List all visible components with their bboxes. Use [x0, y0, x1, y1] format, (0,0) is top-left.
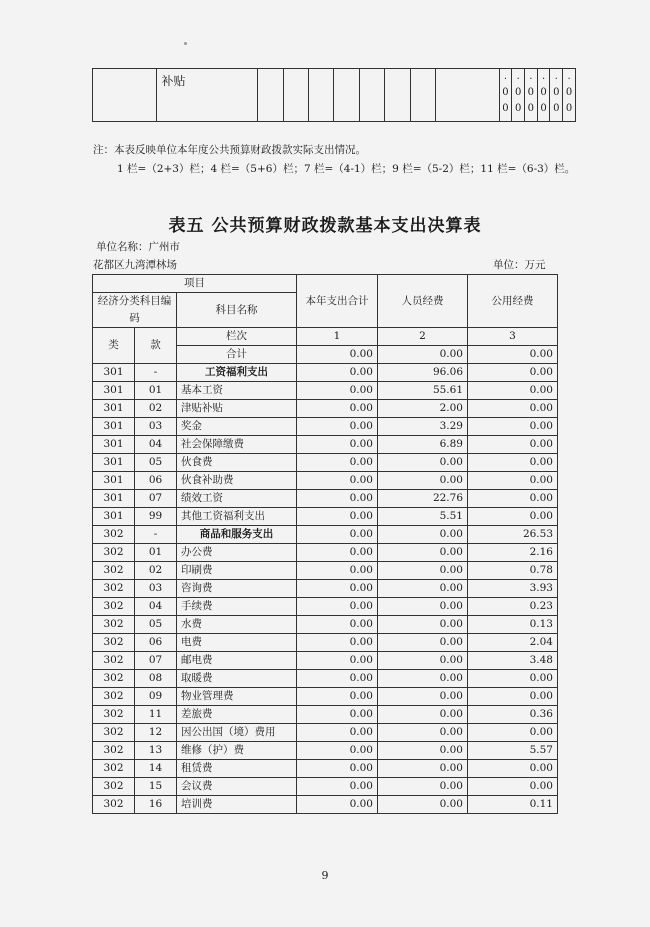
total-value: 0.00 [297, 598, 378, 616]
zero-cell: . 0 0 [563, 69, 576, 122]
public-value: 0.00 [468, 670, 558, 688]
personnel-value: 0.00 [378, 670, 468, 688]
table-row [93, 562, 558, 580]
public-value: 2.04 [468, 634, 558, 652]
category-code: 301 [93, 364, 135, 382]
category-code: 302 [93, 796, 135, 814]
category-code: 301 [93, 418, 135, 436]
section-code: 09 [135, 688, 177, 706]
header-public: 公用经费 [468, 275, 558, 328]
public-value: 0.00 [468, 778, 558, 796]
header-column-no: 栏次 [177, 328, 297, 346]
category-code: 302 [93, 562, 135, 580]
total-value: 0.00 [297, 616, 378, 634]
category-code: 301 [93, 490, 135, 508]
personnel-value: 3.29 [378, 418, 468, 436]
table-row [93, 508, 558, 526]
public-value: 0.00 [468, 760, 558, 778]
table-row [93, 796, 558, 814]
total-value: 0.00 [297, 670, 378, 688]
section-code: - [135, 364, 177, 382]
personnel-value: 0.00 [378, 598, 468, 616]
section-code: 01 [135, 544, 177, 562]
section-code: 05 [135, 454, 177, 472]
personnel-value: 0.00 [378, 652, 468, 670]
section-code: 04 [135, 598, 177, 616]
public-value: 5.57 [468, 742, 558, 760]
table-row [93, 454, 558, 472]
public-value: 0.36 [468, 706, 558, 724]
category-code: 302 [93, 616, 135, 634]
category-code: 301 [93, 382, 135, 400]
subject-name: 伙食费 [177, 454, 297, 472]
total-value: 0.00 [297, 472, 378, 490]
table-row [93, 778, 558, 796]
category-code: 301 [93, 472, 135, 490]
table-row [93, 742, 558, 760]
category-code: 302 [93, 688, 135, 706]
total-value: 0.00 [297, 418, 378, 436]
category-code: 301 [93, 436, 135, 454]
table-row [93, 580, 558, 598]
category-code: 302 [93, 652, 135, 670]
table-row [93, 382, 558, 400]
subject-name: 会议费 [177, 778, 297, 796]
table-title: 表五 公共预算财政拨款基本支出决算表 [168, 216, 482, 236]
category-code: 301 [93, 454, 135, 472]
public-value: 0.00 [468, 364, 558, 382]
subject-name: 培训费 [177, 796, 297, 814]
public-value: 2.16 [468, 544, 558, 562]
public-value: 0.00 [468, 490, 558, 508]
subject-name: 因公出国（境）费用 [177, 724, 297, 742]
subject-name: 差旅费 [177, 706, 297, 724]
section-code: 02 [135, 400, 177, 418]
personnel-value: 0.00 [378, 724, 468, 742]
subject-name: 基本工资 [177, 382, 297, 400]
table-row [93, 544, 558, 562]
subject-name: 社会保障缴费 [177, 436, 297, 454]
personnel-value: 0.00 [378, 688, 468, 706]
subject-name: 水费 [177, 616, 297, 634]
note-line-2: 1 栏=（2+3）栏；4 栏=（5+6）栏；7 栏=（4-1）栏；9 栏=（5-2）栏；11 栏=（6-3）栏。 [117, 163, 576, 175]
section-code: 16 [135, 796, 177, 814]
table-row [93, 724, 558, 742]
section-code: - [135, 526, 177, 544]
total-value: 0.00 [297, 526, 378, 544]
personnel-value: 2.00 [378, 400, 468, 418]
total-value: 0.00 [297, 724, 378, 742]
table-row [93, 670, 558, 688]
header-item: 项目 [93, 275, 297, 293]
subject-name: 印刷费 [177, 562, 297, 580]
personnel-value: 22.76 [378, 490, 468, 508]
table-row [93, 652, 558, 670]
public-value: 0.00 [468, 508, 558, 526]
category-code: 302 [93, 706, 135, 724]
sum-label: 合计 [177, 346, 297, 364]
total-value: 0.00 [297, 760, 378, 778]
subject-name: 奖金 [177, 418, 297, 436]
section-code: 14 [135, 760, 177, 778]
category-code: 302 [93, 760, 135, 778]
personnel-value: 96.06 [378, 364, 468, 382]
section-code: 01 [135, 382, 177, 400]
personnel-value: 0.00 [378, 796, 468, 814]
header-section: 款 [135, 328, 177, 364]
zero-cell: . 0 0 [525, 69, 538, 122]
personnel-value: 0.00 [378, 472, 468, 490]
currency-unit: 单位：万元 [493, 259, 546, 271]
public-value: 26.53 [468, 526, 558, 544]
personnel-value: 5.51 [378, 508, 468, 526]
total-value: 0.00 [297, 454, 378, 472]
category-code: 302 [93, 544, 135, 562]
category-code: 302 [93, 742, 135, 760]
category-code: 302 [93, 724, 135, 742]
personnel-value: 0.00 [378, 454, 468, 472]
public-value: 0.11 [468, 796, 558, 814]
personnel-value: 0.00 [378, 760, 468, 778]
public-value: 0.00 [468, 382, 558, 400]
subject-name: 工资福利支出 [177, 364, 297, 382]
section-code: 07 [135, 652, 177, 670]
category-code: 301 [93, 508, 135, 526]
table-row [93, 616, 558, 634]
section-code: 05 [135, 616, 177, 634]
section-code: 06 [135, 472, 177, 490]
public-value: 3.48 [468, 652, 558, 670]
subject-name: 邮电费 [177, 652, 297, 670]
subject-name: 咨询费 [177, 580, 297, 598]
zero-cell: . 0 0 [550, 69, 563, 122]
total-value: 0.00 [297, 688, 378, 706]
table-row [93, 472, 558, 490]
section-code: 13 [135, 742, 177, 760]
total-value: 0.00 [297, 580, 378, 598]
subject-name: 电费 [177, 634, 297, 652]
continued-table-fragment [92, 68, 576, 122]
category-code: 302 [93, 526, 135, 544]
section-code: 15 [135, 778, 177, 796]
sum-total: 0.00 [297, 346, 378, 364]
subject-name: 取暖费 [177, 670, 297, 688]
section-code: 06 [135, 634, 177, 652]
table-row [93, 526, 558, 544]
table-row [93, 400, 558, 418]
public-value: 0.13 [468, 616, 558, 634]
unit-name-line-1: 单位名称：广州市 [96, 241, 180, 253]
section-code: 02 [135, 562, 177, 580]
section-code: 08 [135, 670, 177, 688]
category-code: 302 [93, 778, 135, 796]
subject-name: 物业管理费 [177, 688, 297, 706]
public-value: 0.00 [468, 400, 558, 418]
blank-cell [93, 69, 157, 122]
subject-name: 维修（护）费 [177, 742, 297, 760]
personnel-value: 55.61 [378, 382, 468, 400]
subsidy-label: 补贴 [156, 69, 258, 122]
public-value: 0.00 [468, 472, 558, 490]
section-code: 07 [135, 490, 177, 508]
table-row [93, 706, 558, 724]
table-row [93, 634, 558, 652]
total-value: 0.00 [297, 562, 378, 580]
total-value: 0.00 [297, 796, 378, 814]
subject-name: 办公费 [177, 544, 297, 562]
subject-name: 手续费 [177, 598, 297, 616]
total-value: 0.00 [297, 634, 378, 652]
personnel-value: 0.00 [378, 616, 468, 634]
public-value: 0.00 [468, 436, 558, 454]
category-code: 301 [93, 400, 135, 418]
personnel-value: 0.00 [378, 742, 468, 760]
total-value: 0.00 [297, 544, 378, 562]
public-value: 0.78 [468, 562, 558, 580]
column-number-1: 1 [297, 328, 378, 346]
total-value: 0.00 [297, 436, 378, 454]
header-total: 本年支出合计 [297, 275, 378, 328]
expenditure-table [92, 274, 558, 814]
category-code: 302 [93, 670, 135, 688]
table-row [93, 598, 558, 616]
personnel-value: 0.00 [378, 544, 468, 562]
table-row [93, 688, 558, 706]
table-row [93, 418, 558, 436]
zero-cell: . 0 0 [537, 69, 550, 122]
table-row [93, 436, 558, 454]
sum-personnel: 0.00 [378, 346, 468, 364]
unit-name-line-2: 花都区九湾潭林场 [93, 259, 177, 271]
subject-name: 伙食补助费 [177, 472, 297, 490]
subject-name: 津贴补贴 [177, 400, 297, 418]
scan-speck [184, 42, 187, 45]
header-kind: 类 [93, 328, 135, 364]
personnel-value: 0.00 [378, 526, 468, 544]
page-number: 9 [321, 869, 329, 882]
personnel-value: 0.00 [378, 778, 468, 796]
subject-name: 绩效工资 [177, 490, 297, 508]
subject-name: 租赁费 [177, 760, 297, 778]
header-personnel: 人员经费 [378, 275, 468, 328]
total-value: 0.00 [297, 364, 378, 382]
total-value: 0.00 [297, 778, 378, 796]
total-value: 0.00 [297, 382, 378, 400]
personnel-value: 6.89 [378, 436, 468, 454]
personnel-value: 0.00 [378, 634, 468, 652]
header-econ-code: 经济分类科目编码 [93, 293, 177, 328]
total-value: 0.00 [297, 400, 378, 418]
public-value: 0.23 [468, 598, 558, 616]
table-row [93, 364, 558, 382]
total-value: 0.00 [297, 742, 378, 760]
total-value: 0.00 [297, 490, 378, 508]
public-value: 3.93 [468, 580, 558, 598]
section-code: 99 [135, 508, 177, 526]
category-code: 302 [93, 634, 135, 652]
subject-name: 商品和服务支出 [177, 526, 297, 544]
sum-public: 0.00 [468, 346, 558, 364]
public-value: 0.00 [468, 418, 558, 436]
public-value: 0.00 [468, 454, 558, 472]
section-code: 12 [135, 724, 177, 742]
total-value: 0.00 [297, 508, 378, 526]
subject-name: 其他工资福利支出 [177, 508, 297, 526]
personnel-value: 0.00 [378, 562, 468, 580]
note-line-1: 注：本表反映单位本年度公共预算财政拨款实际支出情况。 [93, 144, 366, 156]
section-code: 03 [135, 418, 177, 436]
column-number-2: 2 [378, 328, 468, 346]
table-row [93, 760, 558, 778]
category-code: 302 [93, 580, 135, 598]
section-code: 04 [135, 436, 177, 454]
column-number-3: 3 [468, 328, 558, 346]
total-value: 0.00 [297, 706, 378, 724]
section-code: 11 [135, 706, 177, 724]
zero-cell: . 0 0 [512, 69, 525, 122]
personnel-value: 0.00 [378, 706, 468, 724]
personnel-value: 0.00 [378, 580, 468, 598]
category-code: 302 [93, 598, 135, 616]
public-value: 0.00 [468, 724, 558, 742]
zero-cell: . 0 0 [499, 69, 512, 122]
public-value: 0.00 [468, 688, 558, 706]
table-row [93, 490, 558, 508]
header-subject-name: 科目名称 [177, 293, 297, 328]
total-value: 0.00 [297, 652, 378, 670]
section-code: 03 [135, 580, 177, 598]
